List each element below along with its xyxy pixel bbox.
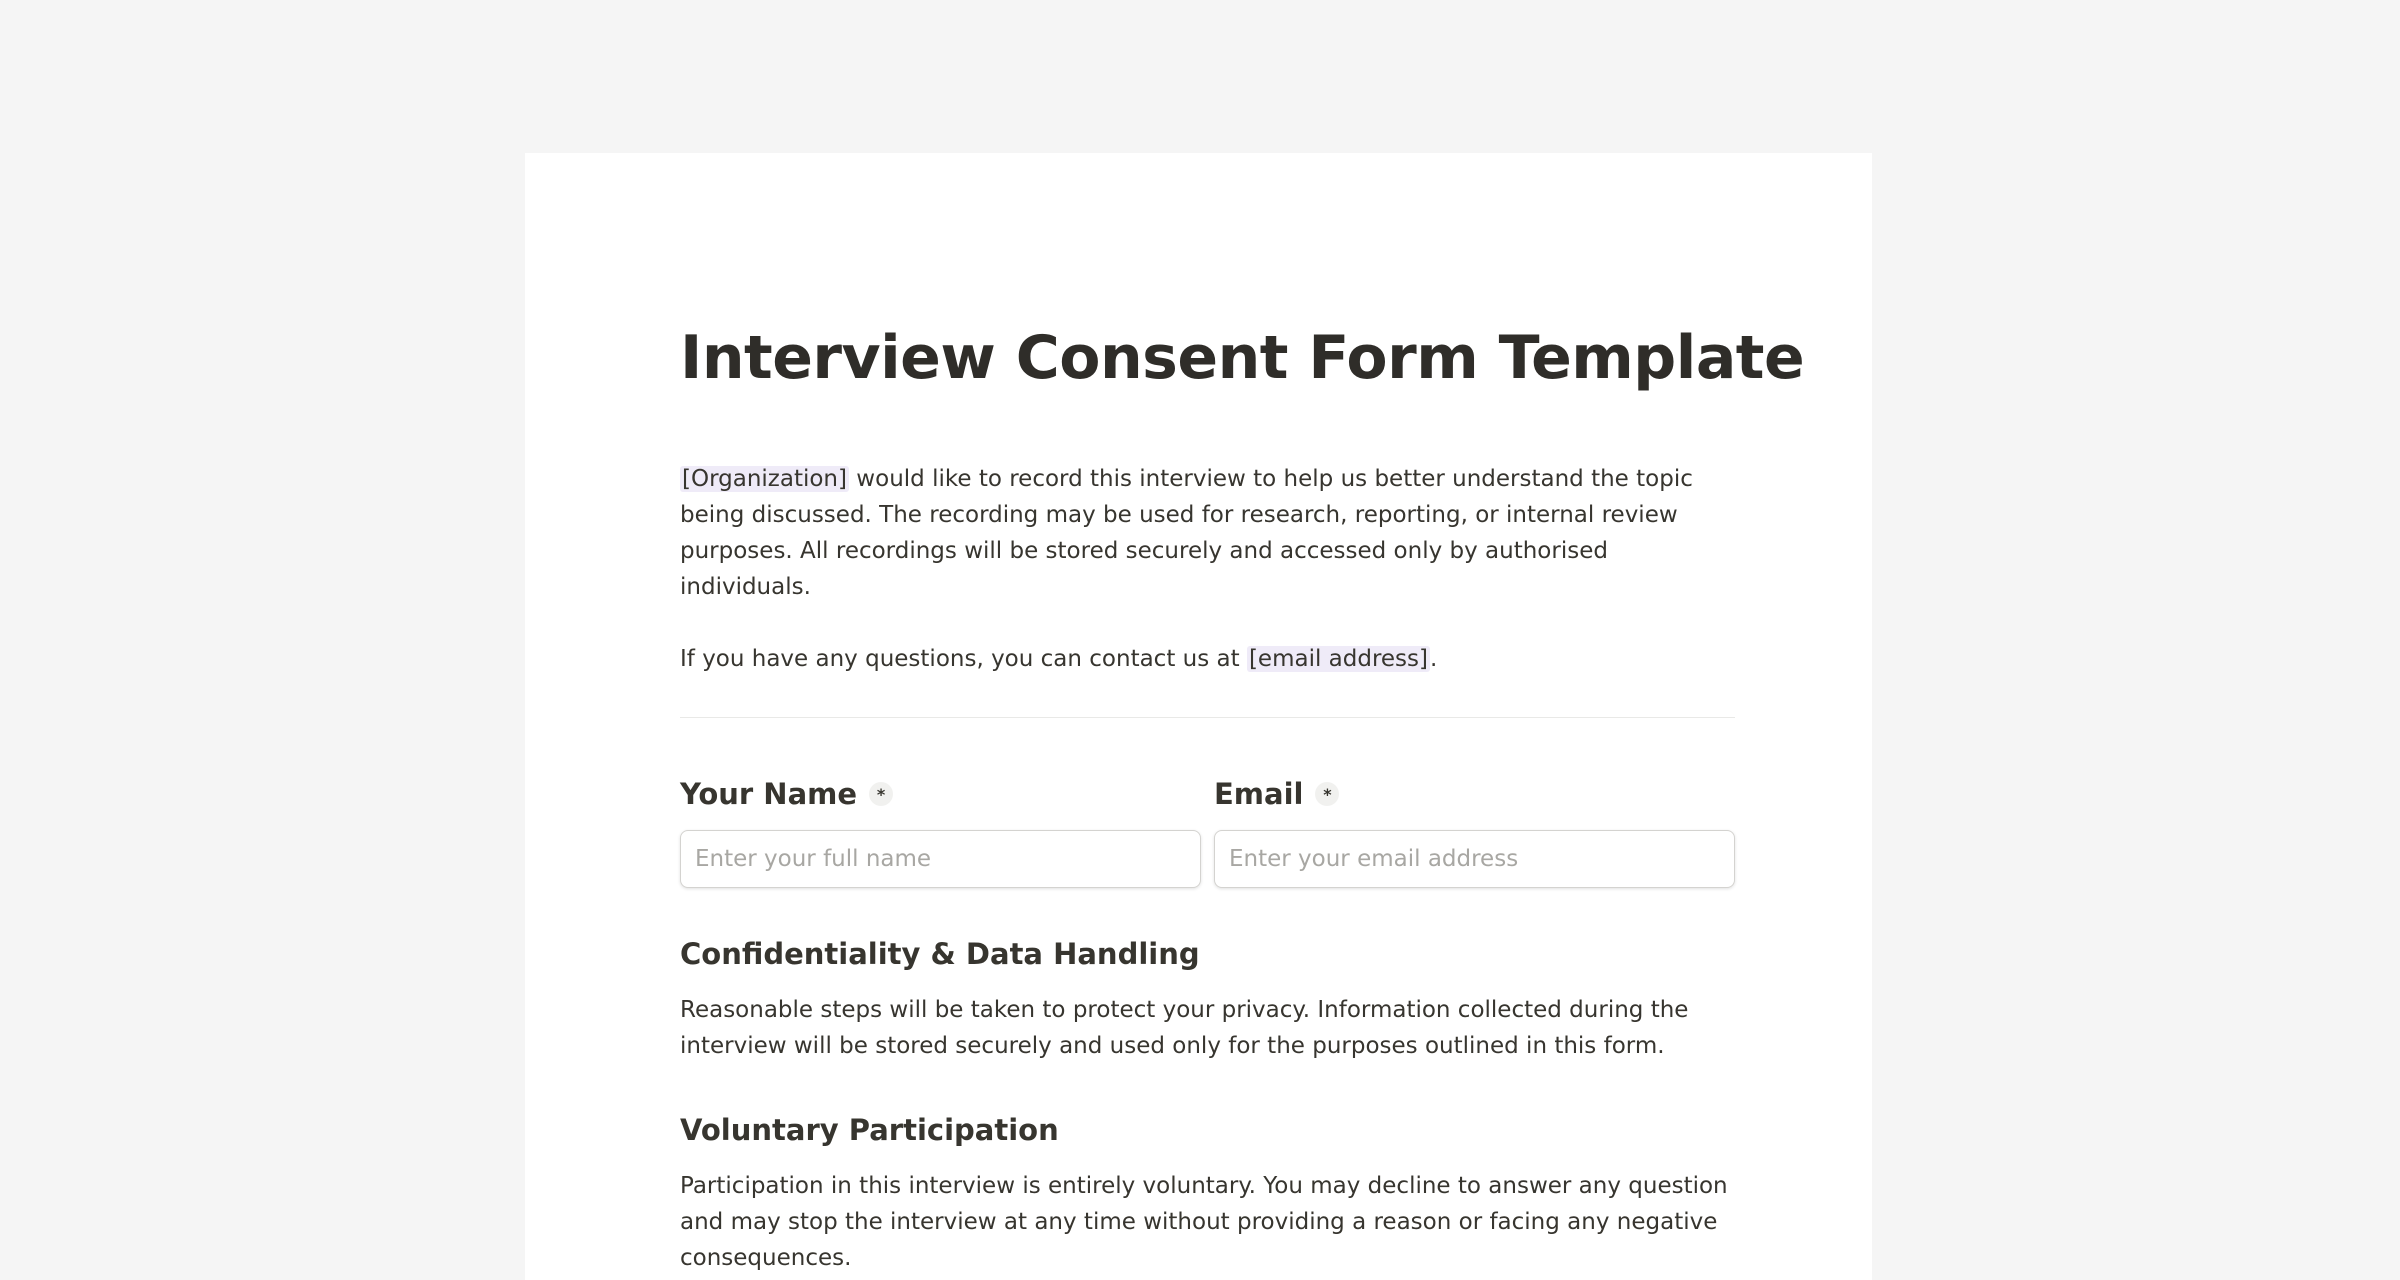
name-label xyxy=(680,776,1201,812)
name-input[interactable] xyxy=(680,830,1201,888)
email-field xyxy=(1214,776,1735,888)
page-title: Interview Consent Form Template xyxy=(680,323,1805,393)
contact-fields xyxy=(680,776,1735,888)
required-asterisk-icon: * xyxy=(1315,782,1339,806)
intro-paragraph xyxy=(680,461,1735,605)
confidentiality-text: Reasonable steps will be taken to protect your privacy. Information collected during the interview will be stored securely and used only for the purposes outlined in this form. xyxy=(680,997,1689,1059)
contact-prefix: If you have any questions, you can contact us at xyxy=(680,646,1247,672)
email-input[interactable] xyxy=(1214,830,1735,888)
contact-paragraph xyxy=(680,641,1735,677)
email-placeholder: [email address] xyxy=(1248,646,1429,672)
contact-suffix: . xyxy=(1430,646,1438,672)
voluntary-participation-text: Participation in this interview is entirely voluntary. You may decline to answer any question and may stop the interview at any time without providing a reason or facing any negative consequences. xyxy=(680,1173,1728,1271)
intro-text: would like to record this interview to help us better understand the topic being discussed. The recording may be used for research, reporting, or internal review purposes. All recordings will be stored securely and accessed only by authorised individuals. xyxy=(680,466,1693,600)
voluntary-participation-heading: Voluntary Participation xyxy=(680,1113,1059,1147)
required-asterisk-icon: * xyxy=(869,782,893,806)
confidentiality-heading: Confidentiality & Data Handling xyxy=(680,937,1200,971)
email-label-text: Email xyxy=(1214,777,1304,811)
form-content xyxy=(680,153,1805,1276)
email-label xyxy=(1214,776,1735,812)
name-field xyxy=(680,776,1201,888)
organization-placeholder: [Organization] xyxy=(682,466,847,492)
name-label-text: Your Name xyxy=(680,777,858,811)
form-page xyxy=(525,153,1872,1280)
divider xyxy=(680,717,1735,718)
